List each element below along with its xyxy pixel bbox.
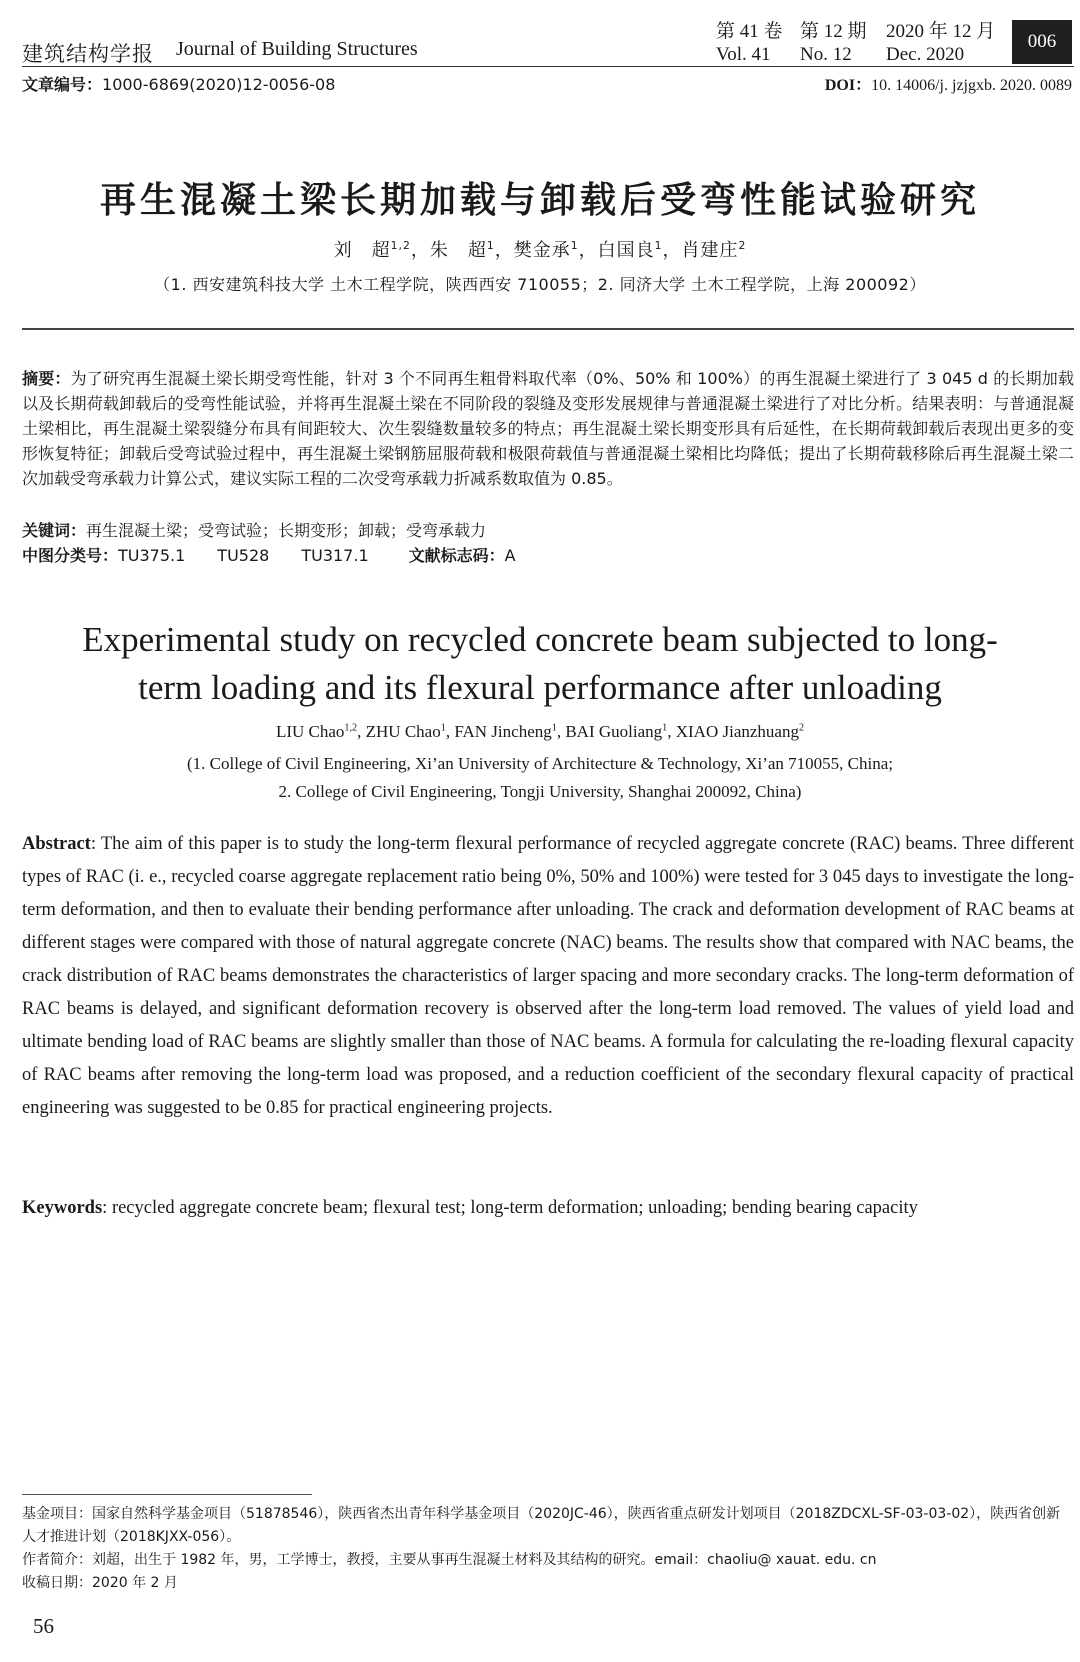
issue-en: No. 12 (800, 44, 852, 65)
page-number: 56 (33, 1614, 54, 1638)
author-name: ZHU Chao (365, 722, 441, 741)
author-affil-mark: 1 (654, 239, 663, 252)
author-bio-text: 刘超，出生于 1982 年，男，工学博士，教授，主要从事再生混凝土材料及其结构的研究。email：chaoliu@ xauat. edu. cn (92, 1552, 877, 1568)
doi-value: 10. 14006/j. jzjgxb. 2020. 0089 (871, 77, 1072, 94)
date-cn: 2020 年 12 月 (886, 21, 996, 42)
footnote (22, 1503, 1074, 1595)
author-name: BAI Guoliang (565, 722, 663, 741)
abstract-cn (22, 366, 1074, 491)
abstract-en: Abstract: The aim of this paper is to study the long-term flexural performance of recycled aggregate concrete (RAC) beams. Three different types of RAC (i. e., recycled coarse aggregate replacement ratio being 0%, 50% and 100%) were tested for 3 045 days to investigate the long-term deformation, and then to evaluate their bending performance after unloading. The crack and deformation development of RAC beams at different stages were compared with those of natural aggregate concrete (NAC) beams. The results show that compared with NAC beams, the crack distribution of RAC beams demonstrates the characteristics of larger spacing and more secondary cracks. The long-term deformation of RAC beams is delayed, and significant deformation recovery is observed after the long-term load removed. The values of yield load and ultimate bending load of RAC beams are slightly smaller than those of NAC beams. A formula for calculating the re-loading flexural capacity of RAC beams after removing the long-term load was proposed, and a reduction coefficient of the secondary flexural capacity of practical engineering was suggested to be 0.85 for practical engineering projects. (22, 834, 1074, 1118)
funding-label: 基金项目： (22, 1506, 92, 1522)
affiliations-en (0, 750, 1080, 806)
author-affil-mark: 1,2 (344, 722, 358, 734)
author-affil-mark: 2 (738, 239, 747, 252)
author-name: XIAO Jianzhuang (675, 722, 799, 741)
keywords-en: Keywords: recycled aggregate concrete beam; flexural test; long-term deformation; unloading; bending bearing capacity (22, 1198, 918, 1218)
author-list-cn: 刘 超$^{1,2}$，朱 超$^1$，樊金承$^1$，白国良$^1$，肖建庄$^2$ (333, 239, 747, 261)
volume-cn: 第 41 卷 (716, 21, 783, 42)
author-name: LIU Chao (275, 722, 345, 741)
author-affil-mark: 1 (440, 722, 446, 734)
page-code-badge: 006 (1012, 20, 1072, 64)
author-bio-note (22, 1549, 1074, 1572)
author-list-en: LIU Chao$^{1,2}$, ZHU Chao$^1$, FAN Jincheng$^1$, BAI Guoliang$^1$, XIAO Jianzhuang$^2$ (275, 722, 805, 741)
affiliation-line: (1. College of Civil Engineering, Xi’an University of Architecture & Technology, Xi’an 710055, China; (186, 754, 894, 773)
doc-code-label: 文献标志码： (408, 546, 505, 565)
keywords-en-label: Keywords (22, 1198, 103, 1218)
author-name: 白国良 (597, 240, 655, 261)
journal-name-en: Journal of Building Structures (176, 38, 418, 60)
keywords-cn (22, 518, 486, 541)
author-name: 朱 超 (429, 240, 487, 261)
abstract-en-text: The aim of this paper is to study the long-term flexural performance of recycled aggregate concrete (RAC) beams. Three different types of RAC (i. e., recycled coarse aggregate replacement ratio being 0%, 50% and 100%) were tested for 3 045 days to investigate the long-term deformation, and then to evaluate their bending performance after unloading. The crack and deformation development of RAC beams at different stages were compared with those of natural aggregate concrete (NAC) beams. The results show that compared with NAC beams, the crack distribution of RAC beams demonstrates the characteristics of larger spacing and more secondary cracks. The long-term deformation of RAC beams is delayed, and significant deformation recovery is observed after the long-term load removed. The values of yield load and ultimate bending load of RAC beams are slightly smaller than those of NAC beams. A formula for calculating the re-loading flexural capacity of RAC beams after removing the long-term load was proposed, and a reduction coefficient of the secondary flexural capacity of practical engineering was suggested to be 0.85 for practical engineering projects. (22, 834, 1074, 1118)
keywords-cn-label: 关键词： (22, 521, 87, 540)
class-codes: TU375.1 TU528 TU317.1 (118, 546, 369, 565)
author-affil-mark: 1 (551, 722, 557, 734)
author-affil-mark: 1 (486, 239, 495, 252)
author-name: 刘 超 (333, 240, 391, 261)
affiliation-line: 2. College of Civil Engineering, Tongji University, Shanghai 200092, China) (278, 782, 802, 801)
footnote-divider (22, 1494, 312, 1495)
issue-cn: 第 12 期 (800, 21, 867, 42)
date-en: Dec. 2020 (886, 44, 965, 65)
author-affil-mark: 1,2 (390, 239, 411, 252)
article-number (22, 72, 335, 95)
doi (825, 72, 1072, 95)
affiliations-cn: （1. 西安建筑科技大学 土木工程学院，陕西西安 710055；2. 同济大学 土木工程学院，上海 200092） (154, 275, 926, 294)
article-number-value: 1000-6869(2020)12-0056-08 (102, 75, 336, 94)
paper-title-en-line: term loading and its flexural performance after unloading (138, 668, 942, 707)
author-affil-mark: 2 (798, 722, 805, 734)
author-affil-mark: 1 (662, 722, 668, 734)
author-name: 樊金承 (513, 240, 571, 261)
received-date-note (22, 1572, 1074, 1595)
article-number-label: 文章编号： (22, 75, 103, 94)
journal-name-cn: 建筑结构学报 (22, 42, 154, 66)
paper-title-en-line: Experimental study on recycled concrete beam subjected to long- (82, 620, 998, 659)
author-name: FAN Jincheng (454, 722, 552, 741)
doc-code: A (504, 546, 516, 565)
class-label: 中图分类号： (22, 546, 119, 565)
keywords-en-text: recycled aggregate concrete beam; flexural test; long-term deformation; unloading; bending bearing capacity (111, 1198, 918, 1218)
title-divider (22, 328, 1074, 330)
classification-line (22, 543, 516, 566)
paper-title-en (0, 616, 1080, 712)
header-divider (22, 66, 1074, 67)
volume-en: Vol. 41 (716, 44, 771, 65)
abstract-cn-label: 摘要： (22, 369, 71, 388)
author-affil-mark: 1 (570, 239, 579, 252)
doi-label: DOI： (824, 77, 872, 94)
paper-title-cn: 再生混凝土梁长期加载与卸载后受弯性能试验研究 (99, 180, 980, 221)
funding-text: 国家自然科学基金项目（51878546），陕西省杰出青年科学基金项目（2020JC-46），陕西省重点研发计划项目（2018ZDCXL-SF-03-03-02），陕西省创新人才推进计划（2018KJXX-056）。 (22, 1506, 1061, 1545)
author-bio-label: 作者简介： (22, 1552, 92, 1568)
author-name: 肖建庄 (681, 240, 739, 261)
received-label: 收稿日期： (22, 1575, 92, 1591)
received-date: 2020 年 2 月 (92, 1575, 178, 1591)
keywords-cn-text: 再生混凝土梁；受弯试验；长期变形；卸载；受弯承载力 (86, 521, 487, 540)
abstract-en-label: Abstract (22, 834, 91, 854)
issue-info (716, 20, 1006, 66)
funding-note (22, 1503, 1074, 1549)
abstract-cn-text: 为了研究再生混凝土梁长期受弯性能，针对 3 个不同再生粗骨料取代率（0%、50% 和 100%）的再生混凝土梁进行了 3 045 d 的长期加载以及长期荷载卸载后的受弯性能试验，并将再生混凝土梁在不同阶段的裂缝及变形发展规律与普通混凝土梁进行了对比分析。结果表明：与普通混凝土梁相比，再生混凝土梁裂缝分布具有间距较大、次生裂缝数量较多的特点；再生混凝土梁长期变形具有后延性，在长期荷载卸载后表现出更多的变形恢复特征；卸载后受弯试验过程中，再生混凝土梁钢筋屈服荷载和极限荷载值与普通混凝土梁相比均降低；提出了长期荷载移除后再生混凝土梁二次加载受弯承载力计算公式，建议实际工程的二次受弯承载力折减系数取值为 0.85。 (22, 369, 1074, 488)
